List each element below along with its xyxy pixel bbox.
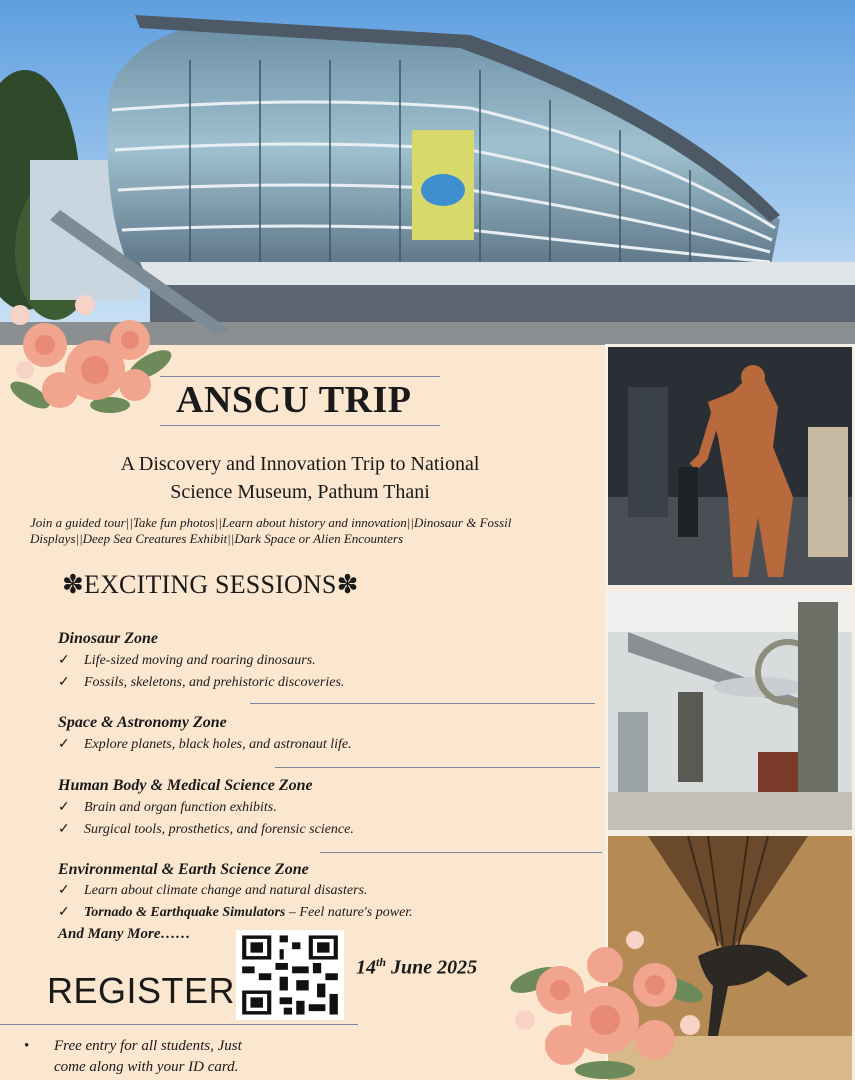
note-line-1: Free entry for all students, Just (54, 1038, 242, 1054)
activities-line-1: Join a guided tour||Take fun photos||Learn about history and innovation||Dinosaur & Fossil (30, 515, 512, 530)
activities-line-2: Displays||Deep Sea Creatures Exhibit||Dark Space or Alien Encounters (30, 531, 404, 546)
subtitle-line-2: Science Museum, Pathum Thani (170, 481, 430, 503)
register-rule (0, 1024, 358, 1025)
check-icon: ✓ (58, 883, 70, 898)
qr-code[interactable] (236, 930, 344, 1020)
divider (320, 852, 602, 853)
check-icon: ✓ (58, 822, 70, 837)
rose-bouquet-bottom (505, 920, 705, 1080)
bullet-icon: • (24, 1038, 30, 1054)
and-many-more: And Many More…… (58, 926, 191, 942)
check-icon: ✓ (58, 737, 70, 752)
list-item: ✓ Brain and organ function exhibits. (58, 797, 354, 819)
human-body-exhibit-photo (608, 347, 852, 585)
check-icon: ✓ (58, 800, 70, 815)
check-icon: ✓ (58, 653, 70, 668)
zone-title-dinosaur: Dinosaur Zone (58, 630, 159, 647)
title-rule-top (160, 376, 440, 377)
zone-list-dinosaur (58, 650, 344, 694)
check-icon: ✓ (58, 905, 70, 920)
activities-list (30, 515, 590, 547)
entry-note (24, 1036, 242, 1078)
zone-title-space: Space & Astronomy Zone (58, 714, 227, 731)
zone-list-environmental (58, 880, 413, 924)
zone-list-space (58, 734, 352, 756)
zone-title-human-body: Human Body & Medical Science Zone (58, 777, 313, 794)
register-heading: REGISTER (47, 970, 236, 1011)
list-item: ✓ Explore planets, black holes, and astronaut life. (58, 734, 352, 756)
sessions-heading: ✽EXCITING SESSIONS✽ (62, 570, 359, 599)
subtitle-line-1: A Discovery and Innovation Trip to National (120, 453, 480, 475)
divider (250, 703, 595, 704)
rose-bouquet-top-left (0, 275, 180, 425)
note-line-2: come along with your ID card. (54, 1059, 239, 1075)
list-item: ✓ Fossils, skeletons, and prehistoric discoveries. (58, 672, 344, 694)
check-icon: ✓ (58, 675, 70, 690)
simulator-desc: – Feel nature's power. (285, 905, 413, 920)
simulator-title: Tornado & Earthquake Simulators (84, 905, 286, 920)
trip-date: 14th June 2025 (356, 955, 478, 979)
list-item (58, 902, 413, 924)
list-item: ✓ Surgical tools, prosthetics, and forensic science. (58, 819, 354, 841)
list-item: ✓ Learn about climate change and natural disasters. (58, 880, 413, 902)
page-title: ANSCU TRIP (176, 379, 412, 421)
subtitle (60, 450, 540, 506)
divider (275, 767, 600, 768)
list-item: ✓ Life-sized moving and roaring dinosaurs. (58, 650, 344, 672)
zone-title-environmental: Environmental & Earth Science Zone (58, 861, 309, 878)
zone-list-human-body (58, 797, 354, 841)
title-rule-bottom (160, 425, 440, 426)
museum-hall-aircraft-photo (608, 592, 852, 830)
